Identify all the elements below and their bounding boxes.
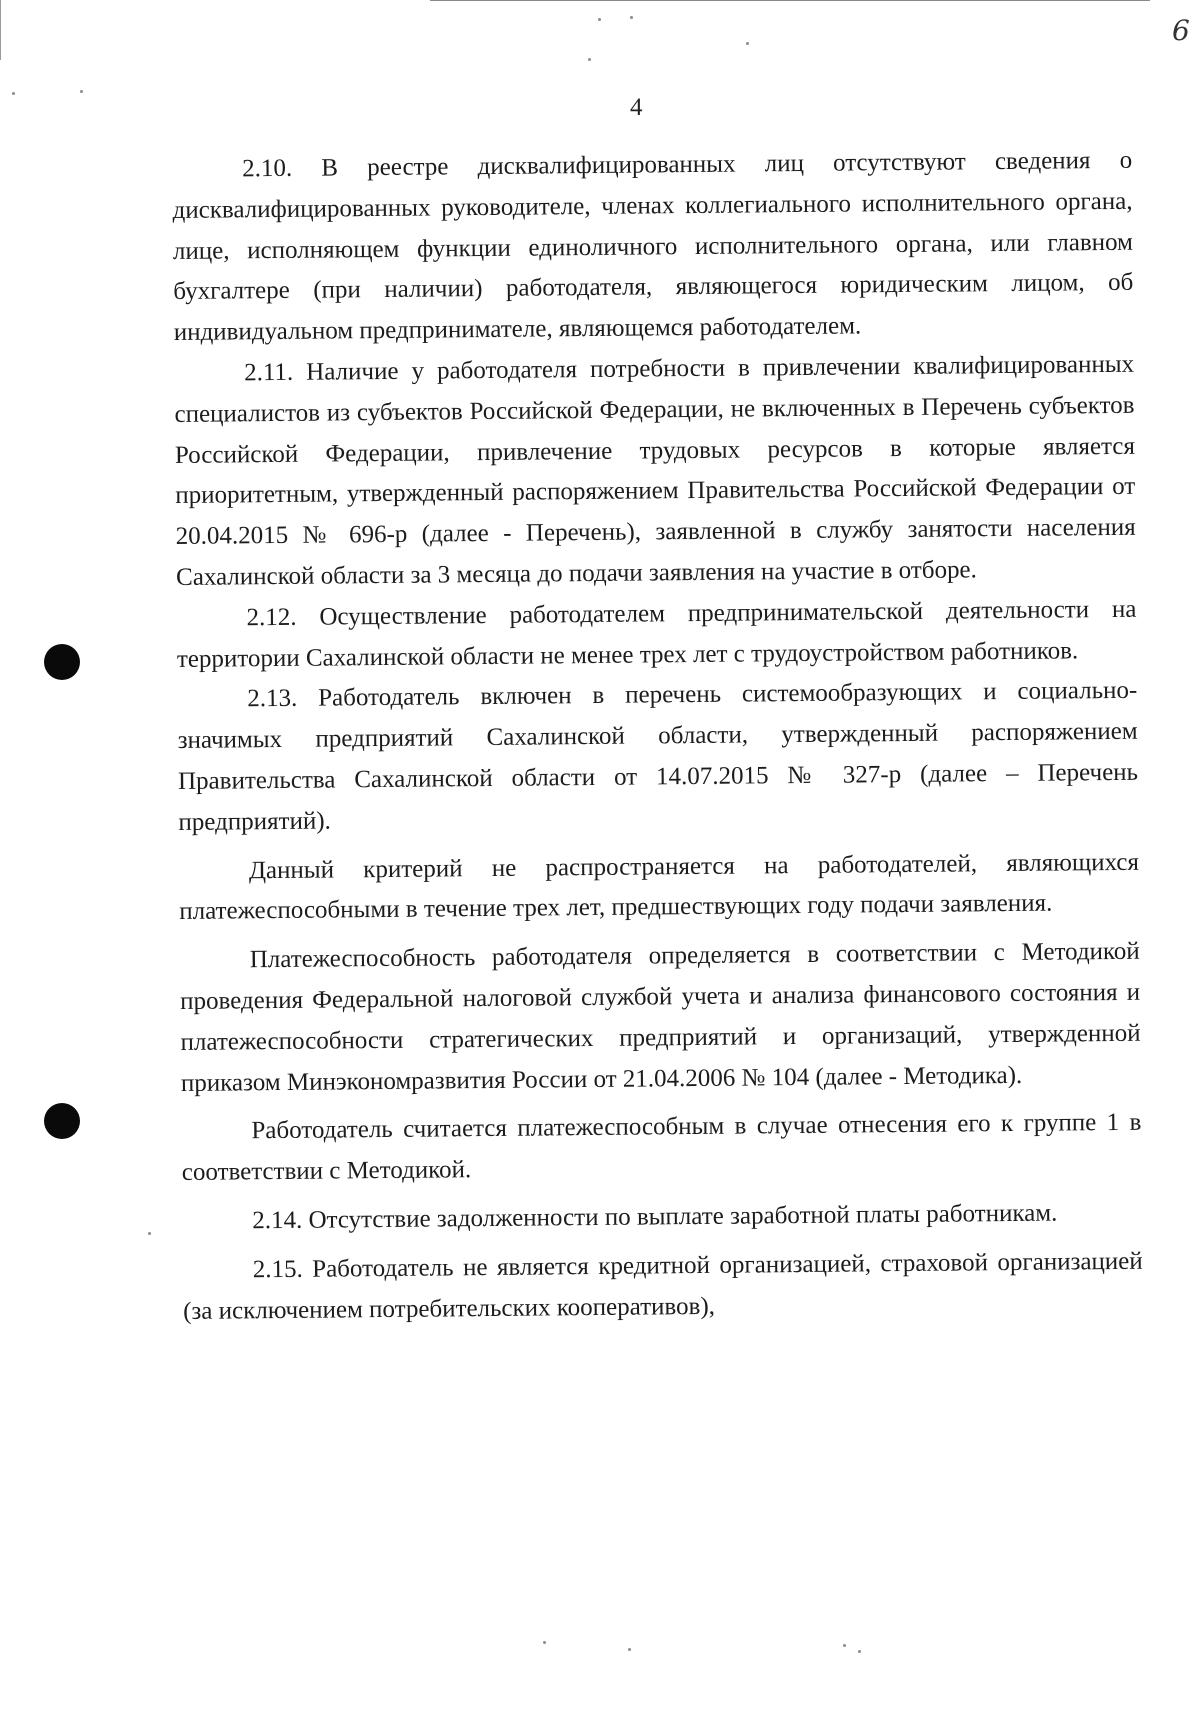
paragraph-solvency-method: Платежеспособность работодателя определяется в соответствии с Методикой проведения Федеральной налоговой службой учета и анализа финансового состояния и платежеспособности стратегических предприятий и организаций, утвержденной приказом Минэкономразвития России от 21.04.2006 № 104 (далее - Методика). <box>180 937 1141 1097</box>
scan-speck <box>148 1232 151 1235</box>
scan-speck <box>588 58 591 61</box>
scan-speck <box>746 42 749 45</box>
paragraph-2-14: 2.14. Отсутствие задолженности по выплате заработной платы работникам. <box>252 1199 1058 1235</box>
paragraph-solvency-group: Работодатель считается платежеспособным в случае отнесения его к группе 1 в соответствии с Методикой. <box>181 1109 1142 1187</box>
paragraph-2-11: 2.11. Наличие у работодателя потребности в привлечении квалифицированных специалистов из субъектов Российской Федерации, не включенных в Перечень субъектов Российской Федерации, привлечение трудовых ресурсов в которые является приоритетным, утвержденный распоряжением Правительства Российской Федерации от 20.04.2015 № 696-р (далее - Перечень), заявленной в службу занятости населения Сахалинской области за 3 месяца до подачи заявления на участие в отборе. <box>174 350 1136 591</box>
corner-page-number: 6 <box>1172 14 1190 47</box>
document-body <box>172 141 1143 1332</box>
scan-speck <box>598 18 601 21</box>
paragraph-criterion-exception: Данный критерий не распространяется на работодателей, являющихся платежеспособными в течение трех лет, предшествующих году подачи заявления. <box>179 848 1140 926</box>
paragraph-2-12: 2.12. Осуществление работодателем предпринимательской деятельности на территории Сахалинской области не менее трех лет с трудоустройством работников. <box>176 595 1137 673</box>
scan-speck <box>843 1644 846 1647</box>
scan-speck <box>630 16 633 19</box>
paragraph-2-10: 2.10. В реестре дисквалифицированных лиц отсутствуют сведения о дисквалифицированных руководителе, членах коллегиального исполнительного органа, лице, исполняющем функции единоличного исполнительного органа, или главном бухгалтере (при наличии) работодателя, являющегося юридическим лицом, об индивидуальном предпринимателе, являющемся работодателем. <box>172 146 1134 347</box>
scan-speck <box>12 92 15 95</box>
scan-edge-left <box>0 0 1 60</box>
punch-hole <box>44 644 80 680</box>
scan-speck <box>543 1641 546 1644</box>
scan-speck <box>80 90 83 93</box>
scan-speck <box>858 1650 861 1653</box>
punch-hole <box>44 1103 80 1139</box>
scan-speck <box>628 1648 631 1651</box>
page-number: 4 <box>630 94 643 121</box>
paragraph-2-15: 2.15. Работодатель не является кредитной организацией, страховой организацией (за исключением потребительских кооперативов), <box>183 1247 1143 1325</box>
paragraph-2-13: 2.13. Работодатель включен в перечень системообразующих и социально-значимых предприятий Сахалинской области, утвержденный распоряжением Правительства Сахалинской области от 14.07.2015 № 327-р (далее – Перечень предприятий). <box>177 677 1139 836</box>
scan-edge-top <box>430 0 1150 1</box>
